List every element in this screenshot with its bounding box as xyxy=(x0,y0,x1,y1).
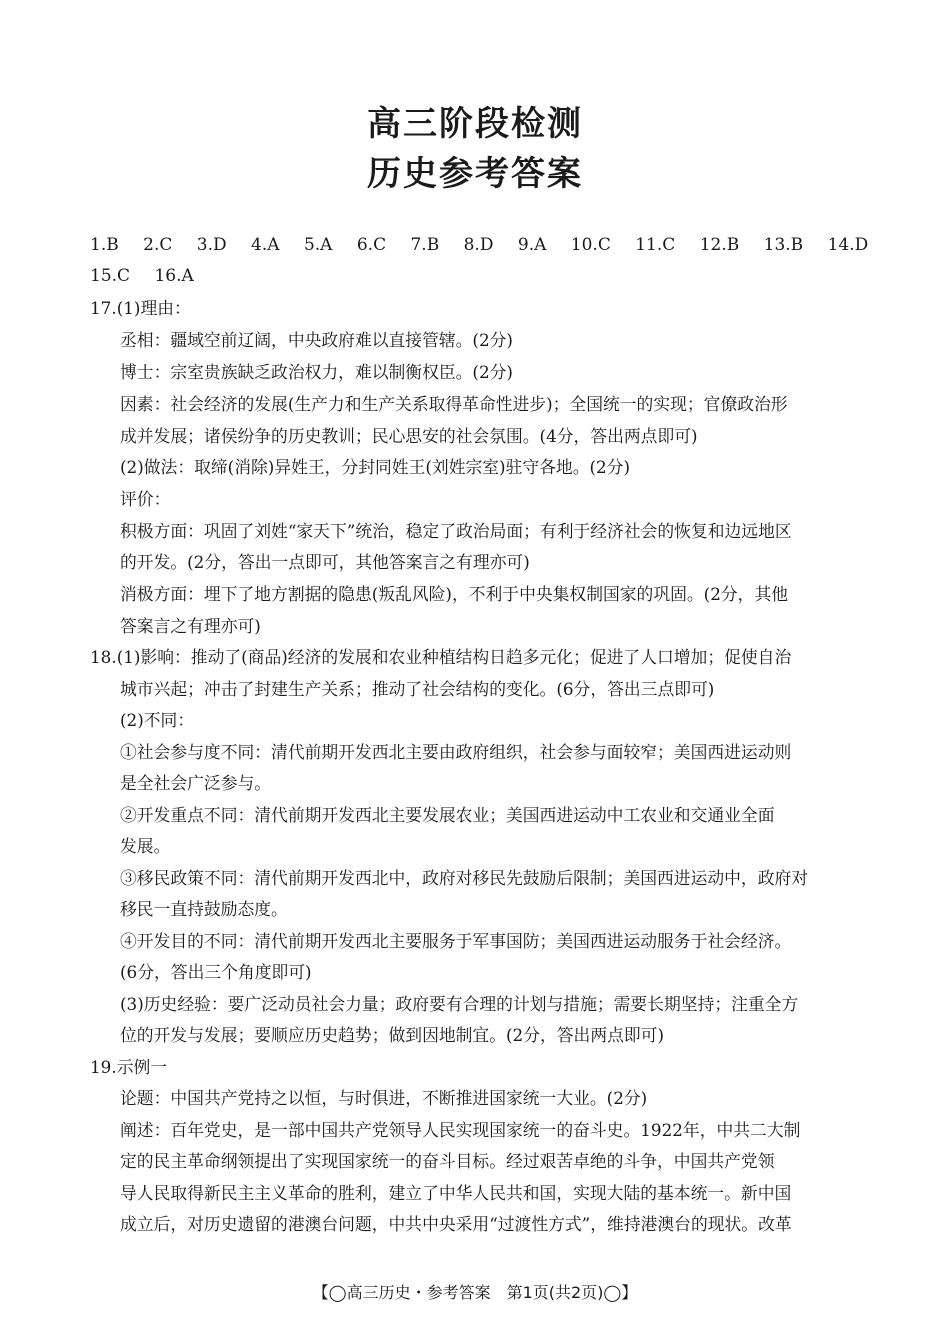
text-line: 评价： xyxy=(120,489,171,509)
text-line: 是全社会广泛参与。 xyxy=(120,773,272,793)
text-line: 阐述：百年党史，是一部中国共产党领导人民实现国家统一的奋斗史。1922年，中共二大制 xyxy=(120,1120,801,1140)
text-line: 定的民主革命纲领提出了实现国家统一的奋斗目标。经过艰苦卓绝的斗争，中国共产党领 xyxy=(120,1151,775,1171)
page-footer: 【◯高三历史・参考答案 第1页(共2页)◯】 xyxy=(312,1283,638,1302)
choice-answer: 12.B xyxy=(699,235,740,255)
choice-answer: 3.D xyxy=(196,235,227,255)
choice-answers-row-1 xyxy=(90,234,887,256)
text-line: (2)做法：取缔(消除)异姓王，分封同姓王(刘姓宗室)驻守各地。(2分) xyxy=(120,457,631,477)
choice-answer: 1.B xyxy=(90,235,119,255)
choice-answer: 7.B xyxy=(410,235,440,255)
text-line: 位的开发与发展；要顺应历史趋势；做到因地制宜。(2分，答出两点即可) xyxy=(120,1025,664,1045)
text-line: ①社会参与度不同：清代前期开发西北主要由政府组织，社会参与面较窄；美国西进运动则 xyxy=(120,742,792,762)
choice-answer: 9.A xyxy=(517,235,547,255)
exam-title: 高三阶段检测 xyxy=(367,104,583,144)
text-line: 消极方面：埋下了地方割据的隐患(叛乱风险)，不利于中央集权制国家的巩固。(2分，其他 xyxy=(120,584,789,604)
choice-answer: 13.B xyxy=(763,235,804,255)
text-line: 成立后，对历史遗留的港澳台问题，中共中央采用“过渡性方式”，维持港澳台的现状。改革 xyxy=(120,1214,792,1234)
text-line: (2)不同： xyxy=(120,710,195,730)
text-line: 论题：中国共产党持之以恒，与时俱进，不断推进国家统一大业。(2分) xyxy=(120,1088,648,1108)
text-line: 丞相：疆域空前辽阔，中央政府难以直接管辖。(2分) xyxy=(120,330,513,350)
choice-answer: 15.C xyxy=(90,266,131,286)
text-line: 发展。 xyxy=(120,836,171,856)
text-line: ③移民政策不同：清代前期开发西北中，政府对移民先鼓励后限制；美国西进运动中，政府对 xyxy=(120,868,809,888)
text-line: 博士：宗室贵族缺乏政治权力，难以制衡权臣。(2分) xyxy=(120,362,513,382)
question-18-heading: 18.(1)影响：推动了(商品)经济的发展和农业种植结构日趋多元化；促进了人口增加；促使自治 xyxy=(90,647,792,667)
question-17-heading: 17.(1)理由： xyxy=(90,298,191,318)
text-line: 城市兴起；冲击了封建生产关系；推动了社会结构的变化。(6分，答出三点即可) xyxy=(120,679,715,699)
choice-answer: 6.C xyxy=(356,235,387,255)
text-line: 的开发。(2分，答出一点即可，其他答案言之有理亦可) xyxy=(120,552,530,572)
text-line: 因素：社会经济的发展(生产力和生产关系取得革命性进步)；全国统一的实现；官僚政治形 xyxy=(120,394,788,414)
choice-answer: 10.C xyxy=(570,235,611,255)
choice-answer: 11.C xyxy=(635,235,676,255)
choice-answer: 8.D xyxy=(463,235,494,255)
text-line: (6分，答出三个角度即可) xyxy=(120,962,312,982)
text-line: ②开发重点不同：清代前期开发西北主要发展农业；美国西进运动中工农业和交通业全面 xyxy=(120,805,775,825)
choice-answer: 16.A xyxy=(154,266,194,286)
text-line: 答案言之有理亦可) xyxy=(120,616,261,636)
choice-answer: 14.D xyxy=(827,235,869,255)
text-line: 成并发展；诸侯纷争的历史教训；民心思安的社会氛围。(4分，答出两点即可) xyxy=(120,426,698,446)
question-19-heading: 19.示例一 xyxy=(90,1057,168,1077)
choice-answer: 2.C xyxy=(143,235,173,255)
choice-answer: 4.A xyxy=(251,235,280,255)
choice-answers-row-2 xyxy=(90,265,213,287)
text-line: ④开发目的不同：清代前期开发西北主要服务于军事国防；美国西进运动服务于社会经济。 xyxy=(120,931,792,951)
text-line: 积极方面：巩固了刘姓“家天下”统治，稳定了政治局面；有利于经济社会的恢复和边远地区 xyxy=(120,521,792,541)
text-line: 导人民取得新民主主义革命的胜利，建立了中华人民共和国，实现大陆的基本统一。新中国 xyxy=(120,1183,792,1203)
text-line: 移民一直持鼓励态度。 xyxy=(120,899,288,919)
text-line: (3)历史经验：要广泛动员社会力量；政府要有合理的计划与措施；需要长期坚持；注重全方 xyxy=(120,994,799,1014)
choice-answer: 5.A xyxy=(303,235,333,255)
answer-title: 历史参考答案 xyxy=(367,154,583,194)
